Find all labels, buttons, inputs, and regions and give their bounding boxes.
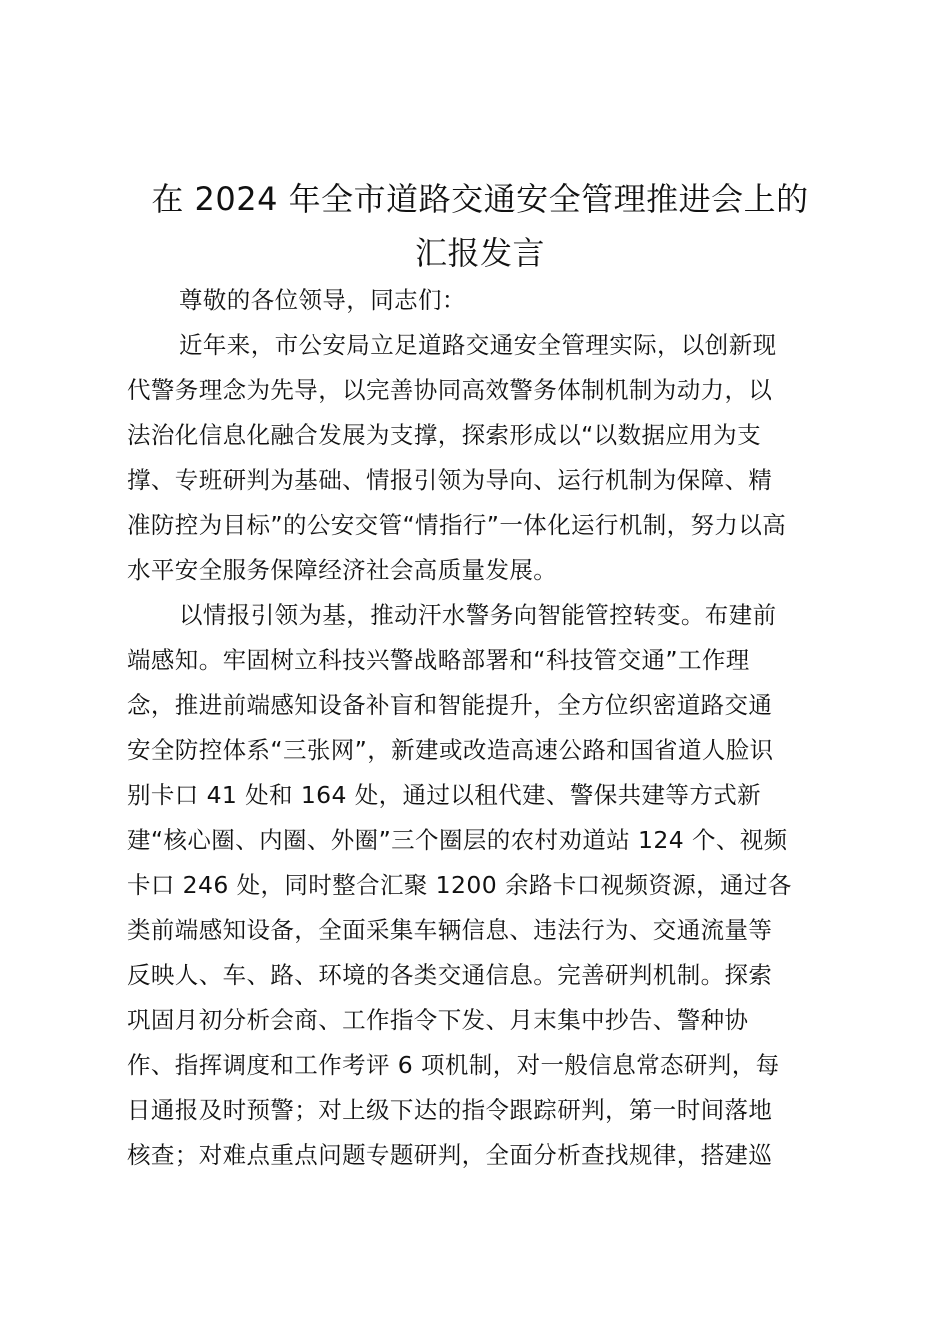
greeting-line: 尊敬的各位领导，同志们：: [179, 286, 466, 314]
paragraph-2: [127, 593, 839, 1178]
text-line: 安全防控体系“三张网”，新建或改造高速公路和国省道人脸识: [127, 736, 774, 764]
text-line: 反映人、车、路、环境的各类交通信息。完善研判机制。探索: [127, 961, 773, 989]
text-line: 以情报引领为基，推动汗水警务向智能管控转变。布建前: [179, 601, 777, 629]
greeting-paragraph: [127, 278, 839, 323]
text-line: 法治化信息化融合发展为支撑，探索形成以“以数据应用为支: [127, 421, 761, 449]
text-line: 作、指挥调度和工作考评 6 项机制，对一般信息常态研判，每: [127, 1051, 780, 1079]
document-body: [127, 278, 839, 1178]
text-line: 类前端感知设备，全面采集车辆信息、违法行为、交通流量等: [127, 916, 773, 944]
text-line: 撑、专班研判为基础、情报引领为导向、运行机制为保障、精: [127, 466, 773, 494]
text-line: 日通报及时预警；对上级下达的指令跟踪研判，第一时间落地: [127, 1096, 773, 1124]
text-line: 核查；对难点重点问题专题研判，全面分析查找规律，搭建巡: [127, 1141, 773, 1169]
text-line: 水平安全服务保障经济社会高质量发展。: [127, 556, 558, 584]
document-title: [120, 172, 840, 280]
text-line: 近年来，市公安局立足道路交通安全管理实际，以创新现: [179, 331, 777, 359]
text-line: 念，推进前端感知设备补盲和智能提升，全方位织密道路交通: [127, 691, 773, 719]
paragraph-1: [127, 323, 839, 593]
text-line: 巩固月初分析会商、工作指令下发、月末集中抄告、警种协: [127, 1006, 749, 1034]
text-line: 别卡口 41 处和 164 处，通过以租代建、警保共建等方式新: [127, 781, 762, 809]
text-line: 建“核心圈、内圈、外圈”三个圈层的农村劝道站 124 个、视频: [127, 826, 788, 854]
text-line: 代警务理念为先导，以完善协同高效警务体制机制为动力，以: [127, 376, 773, 404]
text-line: 准防控为目标”的公安交管“情指行”一体化运行机制，努力以高: [127, 511, 787, 539]
text-line: 端感知。牢固树立科技兴警战略部署和“科技管交通”工作理: [127, 646, 750, 674]
title-line: 在 2024 年全市道路交通安全管理推进会上的: [151, 180, 809, 218]
title-line: 汇报发言: [414, 234, 545, 272]
text-line: 卡口 246 处，同时整合汇聚 1200 余路卡口视频资源，通过各: [127, 871, 792, 899]
